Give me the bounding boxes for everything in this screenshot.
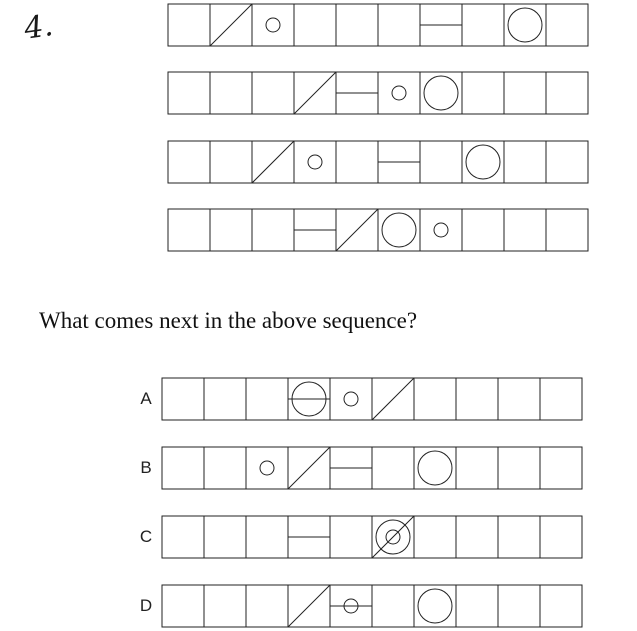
diagonal-line-symbol: [294, 72, 336, 114]
large-circle-symbol: [466, 145, 500, 179]
option-d-strip[interactable]: [162, 585, 582, 627]
option-c-label[interactable]: C: [139, 527, 153, 546]
option-b-label[interactable]: B: [140, 458, 152, 477]
small-circle-symbol: [266, 18, 280, 32]
option-b-strip[interactable]: [162, 447, 582, 489]
sequence-row-4: [168, 209, 588, 251]
option-c-strip[interactable]: [162, 516, 582, 558]
diagonal-line-symbol: [210, 4, 252, 46]
large-circle-symbol: [424, 76, 458, 110]
diagonal-line-symbol: [288, 447, 330, 489]
option-d-label[interactable]: D: [139, 596, 153, 615]
large-circle-symbol: [508, 8, 542, 42]
large-circle-symbol: [418, 589, 452, 623]
option-a-label[interactable]: A: [140, 389, 152, 408]
diagonal-line-symbol: [288, 585, 330, 627]
question-text: What comes next in the above sequence?: [39, 308, 418, 333]
sequence-row-1: [168, 4, 588, 46]
sequence-row-2: [168, 72, 588, 114]
question-number: 4.: [22, 8, 56, 47]
diagonal-line-symbol: [372, 378, 414, 420]
diagonal-line-symbol: [372, 516, 414, 558]
diagonal-line-symbol: [336, 209, 378, 251]
small-circle-symbol: [308, 155, 322, 169]
large-circle-symbol: [418, 451, 452, 485]
sequence-row-3: [168, 141, 588, 183]
diagonal-line-symbol: [252, 141, 294, 183]
option-a-strip[interactable]: [162, 378, 582, 420]
large-circle-symbol: [382, 213, 416, 247]
small-circle-symbol: [434, 223, 448, 237]
small-circle-symbol: [260, 461, 274, 475]
small-circle-symbol: [344, 392, 358, 406]
small-circle-symbol: [392, 86, 406, 100]
